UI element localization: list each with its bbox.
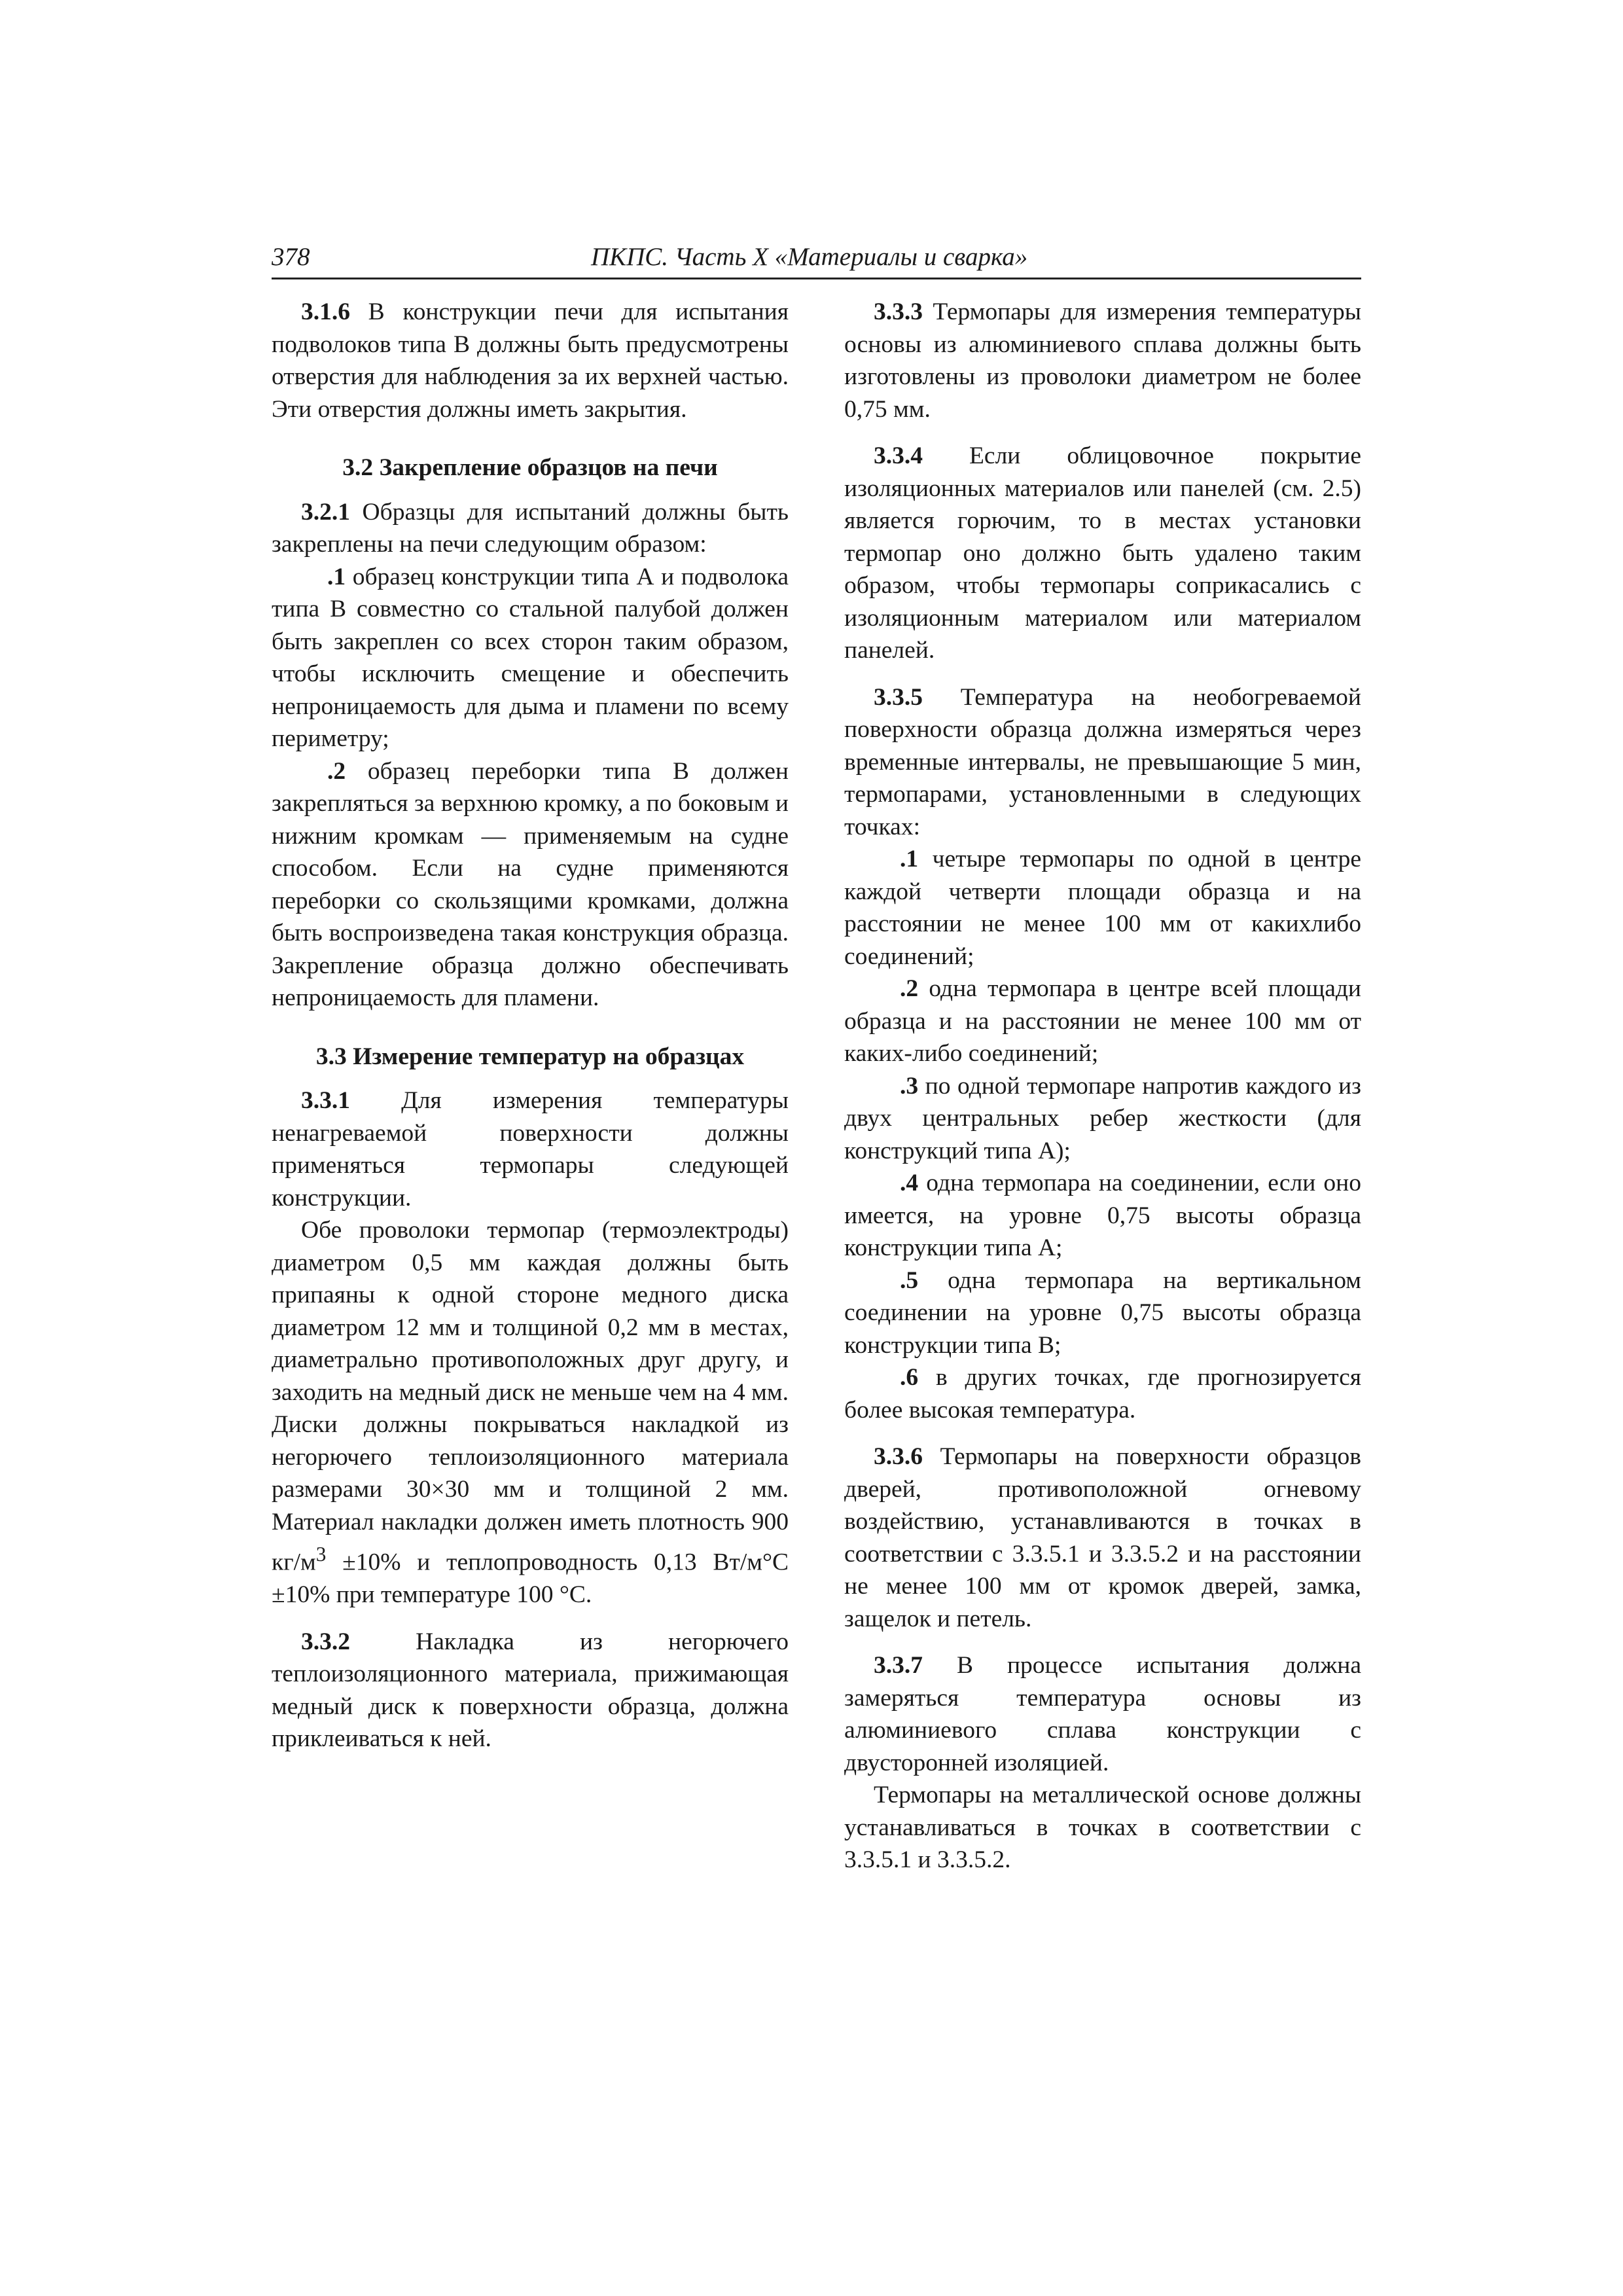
paragraph-3-3-4 bbox=[844, 440, 1361, 667]
item-number: .2 bbox=[327, 757, 346, 785]
clause-number: 3.3.2 bbox=[301, 1628, 350, 1655]
item-number: .2 bbox=[900, 975, 919, 1002]
clause-text: Обе проволоки термопар (термоэлектроды) диаметром 0,5 мм каждая должны быть припаяны к одной стороне медного диска диаметром 12 мм и толщиной 0,2 мм в местах, диаметрально противоположных друг другу, и заходить на медный диск не меньше чем на 4 мм. Диски должны покрываться накладкой из негорючего теплоизоляционного материала размерами 30×30 мм и толщиной 2 мм. Материал накладки должен иметь плотность 900 кг/м bbox=[272, 1217, 789, 1576]
item-number: .1 bbox=[327, 563, 346, 590]
clause-text: Термопары на металлической основе должны устанавливаться в точках в соответствии с 3.3.5.1 и 3.3.5.2. bbox=[844, 1782, 1361, 1873]
clause-text: Если облицовочное покрытие изоляционных материалов или панелей (см. 2.5) является горючим, то в местах установки термопар оно должно быть удалено таким образом, чтобы термопары соприкасались с изоляционным материалом или материалом панелей. bbox=[844, 442, 1361, 664]
paragraph-3-2-1 bbox=[272, 496, 789, 561]
paragraph-3-3-1 bbox=[272, 1085, 789, 1214]
paragraph-3-1-6 bbox=[272, 296, 789, 425]
clause-number: 3.3.3 bbox=[874, 298, 923, 325]
paragraph-3-3-2 bbox=[272, 1626, 789, 1755]
left-column bbox=[272, 296, 789, 1755]
clause-text-tail: ±10% и теплопроводность 0,13 Вт/м°С ±10% при температуре 100 °С. bbox=[272, 1549, 789, 1608]
paragraph-3-3-7-continued bbox=[844, 1779, 1361, 1876]
running-title: ПКПС. Часть X «Материалы и сварка» bbox=[591, 243, 1028, 271]
list-item-3-3-5-3 bbox=[844, 1070, 1361, 1168]
page-header bbox=[272, 237, 1361, 279]
page-number: 378 bbox=[272, 243, 310, 271]
clause-text: Термопары на поверхности образцов дверей, противоположной огневому воздействию, устанавливаются в точках в соответствии с 3.3.5.1 и 3.3.5.2 и на расстоянии не менее 100 мм от кромок дверей, замка, защелок и петель. bbox=[844, 1443, 1361, 1632]
list-item-3-2-1-1 bbox=[272, 561, 789, 755]
item-number: .4 bbox=[900, 1170, 919, 1196]
clause-number: 3.3.5 bbox=[874, 683, 923, 711]
item-text: четыре термопары по одной в центре каждой четверти площади образца и на расстоянии не менее 100 мм от какихлибо соединений; bbox=[844, 846, 1361, 970]
list-item-3-3-5-2 bbox=[844, 973, 1361, 1070]
clause-number: 3.3.6 bbox=[874, 1443, 923, 1470]
item-number: .1 bbox=[900, 846, 919, 872]
item-text: одна термопара на вертикальном соединении на уровне 0,75 высоты образца конструкции типа В; bbox=[844, 1266, 1361, 1359]
paragraph-3-3-1-continued bbox=[272, 1214, 789, 1611]
list-item-3-2-1-2 bbox=[272, 755, 789, 1014]
clause-number: 3.3.1 bbox=[301, 1087, 350, 1114]
item-text: образец конструкции типа А и подволока типа В совместно со стальной палубой должен быть закреплен со всех сторон таким образом, чтобы исключить смещение и обеспечить непроницаемость для дыма и пламени по всему периметру; bbox=[272, 563, 789, 752]
item-number: .5 bbox=[900, 1266, 919, 1294]
item-text: одна термопара в центре всей площади образца и на расстоянии не менее 100 мм от каких-либо соединений; bbox=[844, 975, 1361, 1067]
clause-text: Образцы для испытаний должны быть закреплены на печи следующим образом: bbox=[272, 498, 789, 558]
clause-text: Температура на необогреваемой поверхности образца должна измеряться через временные интервалы, не превышающие 5 мин, термопарами, установленными в следующих точках: bbox=[844, 683, 1361, 840]
right-column bbox=[844, 296, 1361, 1876]
section-heading-3-2: 3.2 Закрепление образцов на печи bbox=[342, 454, 718, 481]
clause-text: В конструкции печи для испытания подволоков типа В должны быть предусмотрены отверстия для наблюдения за их верхней частью. Эти отверстия должны иметь закрытия. bbox=[272, 298, 789, 423]
list-item-3-3-5-5 bbox=[844, 1265, 1361, 1362]
item-text: образец переборки типа В должен закрепляться за верхнюю кромку, а по боковым и нижним кромкам — применяемым на судне способом. Если на судне применяются переборки со скользящими кромками, должна быть воспроизведена такая конструкция образца. Закрепление образца должно обеспечивать непроницаемость для пламени. bbox=[272, 757, 789, 1011]
list-item-3-3-5-1 bbox=[844, 843, 1361, 973]
list-item-3-3-5-4 bbox=[844, 1167, 1361, 1265]
item-number: .3 bbox=[900, 1072, 919, 1100]
clause-text: В процессе испытания должна замеряться температура основы из алюминиевого сплава конструкции с двусторонней изоляцией. bbox=[844, 1652, 1361, 1776]
clause-number: 3.2.1 bbox=[301, 498, 350, 526]
clause-text: Для измерения температуры ненагреваемой поверхности должны применяться термопары следующей конструкции. bbox=[272, 1087, 789, 1211]
superscript: 3 bbox=[315, 1543, 327, 1566]
item-number: .6 bbox=[900, 1364, 919, 1391]
clause-text: Накладка из негорючего теплоизоляционного материала, прижимающая медный диск к поверхности образца, должна приклеиваться к ней. bbox=[272, 1628, 789, 1752]
paragraph-3-3-5 bbox=[844, 681, 1361, 844]
paragraph-3-3-6 bbox=[844, 1441, 1361, 1635]
clause-number: 3.3.7 bbox=[874, 1652, 923, 1679]
paragraph-3-3-7 bbox=[844, 1649, 1361, 1779]
clause-text: Термопары для измерения температуры основы из алюминиевого сплава должны быть изготовлены из проволоки диаметром не более 0,75 мм. bbox=[844, 298, 1361, 423]
item-text: в других точках, где прогнозируется более высокая температура. bbox=[844, 1364, 1361, 1424]
paragraph-3-3-3 bbox=[844, 296, 1361, 425]
list-item-3-3-5-6 bbox=[844, 1361, 1361, 1426]
clause-number: 3.3.4 bbox=[874, 442, 923, 469]
clause-number: 3.1.6 bbox=[301, 298, 350, 325]
item-text: одна термопара на соединении, если оно имеется, на уровне 0,75 высоты образца конструкции типа А; bbox=[844, 1170, 1361, 1261]
section-heading-3-3: 3.3 Измерение температур на образцах bbox=[315, 1043, 745, 1070]
item-text: по одной термопаре напротив каждого из двух центральных ребер жесткости (для конструкций типа А); bbox=[844, 1072, 1361, 1164]
